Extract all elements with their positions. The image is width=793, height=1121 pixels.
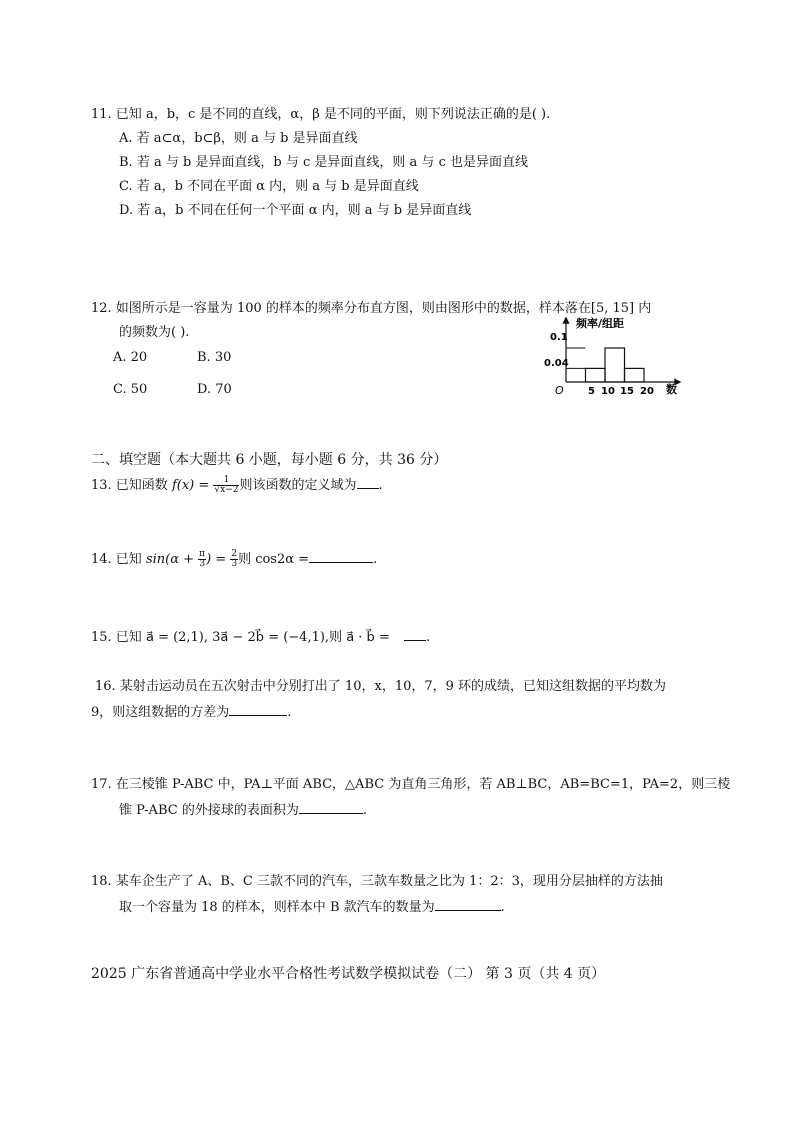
histogram-y-tick-0-1: 0.1 — [550, 332, 568, 343]
q15-answer-blank[interactable] — [404, 628, 426, 641]
q14-pi-fraction — [198, 550, 206, 569]
q14-value-numerator: 2 — [231, 549, 238, 559]
q18-period: . — [500, 900, 505, 915]
q15-period: . — [425, 630, 431, 645]
q16-period: . — [287, 705, 292, 720]
histogram-bar-[10,15) — [605, 348, 625, 382]
q14-rest: 则 cos2α = — [238, 552, 310, 567]
q12-option-d: D. 70 — [197, 382, 232, 397]
q14-line — [91, 550, 377, 569]
q13-frac-denominator: √x−2 — [214, 485, 239, 495]
q16-answer-blank[interactable] — [229, 703, 287, 716]
q14-sin-part: sin(α + — [145, 552, 199, 567]
q16-line2-text: 9，则这组数据的方差为 — [91, 705, 230, 720]
q14-period: . — [373, 552, 378, 567]
q13-frac-numerator: 1 — [213, 476, 239, 486]
q14-value-denominator: 3 — [231, 559, 238, 569]
q13-answer-blank[interactable] — [357, 476, 379, 489]
histogram-origin: O — [555, 384, 564, 397]
q14-pi-denominator: 3 — [199, 559, 205, 569]
q11-option-d: D. 若 a，b 不同在任何一个平面 α 内，则 a 与 b 是异面直线 — [119, 203, 472, 218]
q12-stem-line2: 的频数为( ). — [119, 325, 190, 340]
q15-line — [91, 628, 430, 646]
histogram-x-tick-15: 15 — [620, 386, 634, 397]
q14-value-fraction — [230, 550, 238, 569]
histogram-bar-[15,20] — [625, 368, 645, 382]
q17-answer-blank[interactable] — [299, 801, 363, 814]
q12-option-c: C. 50 — [113, 382, 148, 397]
q13-rest: 则该函数的定义域为 — [239, 478, 357, 493]
q15-text: 15. 已知 a⃗ = (2,1), 3a⃗ − 2b⃗ = (−4,1),则 a⃗ · b⃗ = — [91, 630, 390, 645]
q18-answer-blank[interactable] — [435, 898, 501, 911]
q12-option-a: A. 20 — [113, 350, 148, 365]
q13-function: f(x) = — [171, 478, 214, 493]
q18-line2-text: 取一个容量为 18 的样本，则样本中 B 款汽车的数量为 — [119, 900, 435, 915]
q13-fraction — [213, 476, 239, 495]
histogram-x-tick-10: 10 — [601, 386, 615, 397]
q16-line2 — [91, 703, 291, 721]
q16-line1: 16. 某射击运动员在五次射击中分别打出了 10，x，10，7，9 环的成绩，已知这组数据的平均数为 — [95, 679, 667, 694]
q17-line2 — [119, 801, 367, 819]
q11-option-c: C. 若 a，b 不同在平面 α 内，则 a 与 b 是异面直线 — [119, 179, 419, 194]
histogram-x-tick-5: 5 — [588, 386, 595, 397]
frequency-histogram — [540, 312, 690, 402]
q17-period: . — [362, 803, 367, 818]
q17-line1: 17. 在三棱锥 P-ABC 中，PA⊥平面 ABC，△ABC 为直角三角形，若 AB⊥BC，AB=BC=1，PA=2，则三棱 — [91, 777, 731, 792]
histogram-x-tick-20: 20 — [640, 386, 654, 397]
section-2-heading: 二、填空题（本大题共 6 小题，每小题 6 分，共 36 分） — [91, 452, 448, 468]
q11-stem: 11. 已知 a，b，c 是不同的直线，α，β 是不同的平面，则下列说法正确的是( ). — [91, 107, 551, 122]
q14-equals-part: ) = — [206, 552, 231, 567]
histogram-bar-[5,10) — [586, 368, 606, 382]
q13-number: 13. 已知函数 — [91, 478, 168, 493]
q12-option-b: B. 30 — [197, 350, 232, 365]
histogram-xlabel: 数 — [666, 383, 677, 396]
q18-line1: 18. 某车企生产了 A、B、C 三款不同的汽车，三款车数量之比为 1：2：3，现用分层抽样的方法抽 — [91, 874, 663, 889]
q17-line2-text: 锥 P-ABC 的外接球的表面积为 — [119, 803, 299, 818]
page-footer: 2025 广东省普通高中学业水平合格性考试数学模拟试卷（二） 第 3 页（共 4 页） — [91, 966, 606, 982]
q13-period: . — [378, 478, 383, 493]
q11-option-a: A. 若 a⊂α，b⊂β，则 a 与 b 是异面直线 — [119, 131, 358, 146]
histogram-ylabel: 频率/组距 — [576, 317, 625, 330]
q18-line2 — [119, 898, 505, 916]
q14-pi-numerator: π — [199, 549, 206, 559]
q11-option-b: B. 若 a 与 b 是异面直线，b 与 c 是异面直线，则 a 与 c 也是异面直线 — [119, 155, 528, 170]
q12-stem-line1: 12. 如图所示是一容量为 100 的样本的频率分布直方图，则由图形中的数据，样本落在[5, 15] 内 — [91, 301, 652, 316]
q14-answer-blank[interactable] — [309, 550, 373, 563]
histogram-y-tick-0-04: 0.04 — [544, 358, 569, 369]
q14-number: 14. 已知 — [91, 552, 142, 567]
q13-line — [91, 476, 383, 495]
